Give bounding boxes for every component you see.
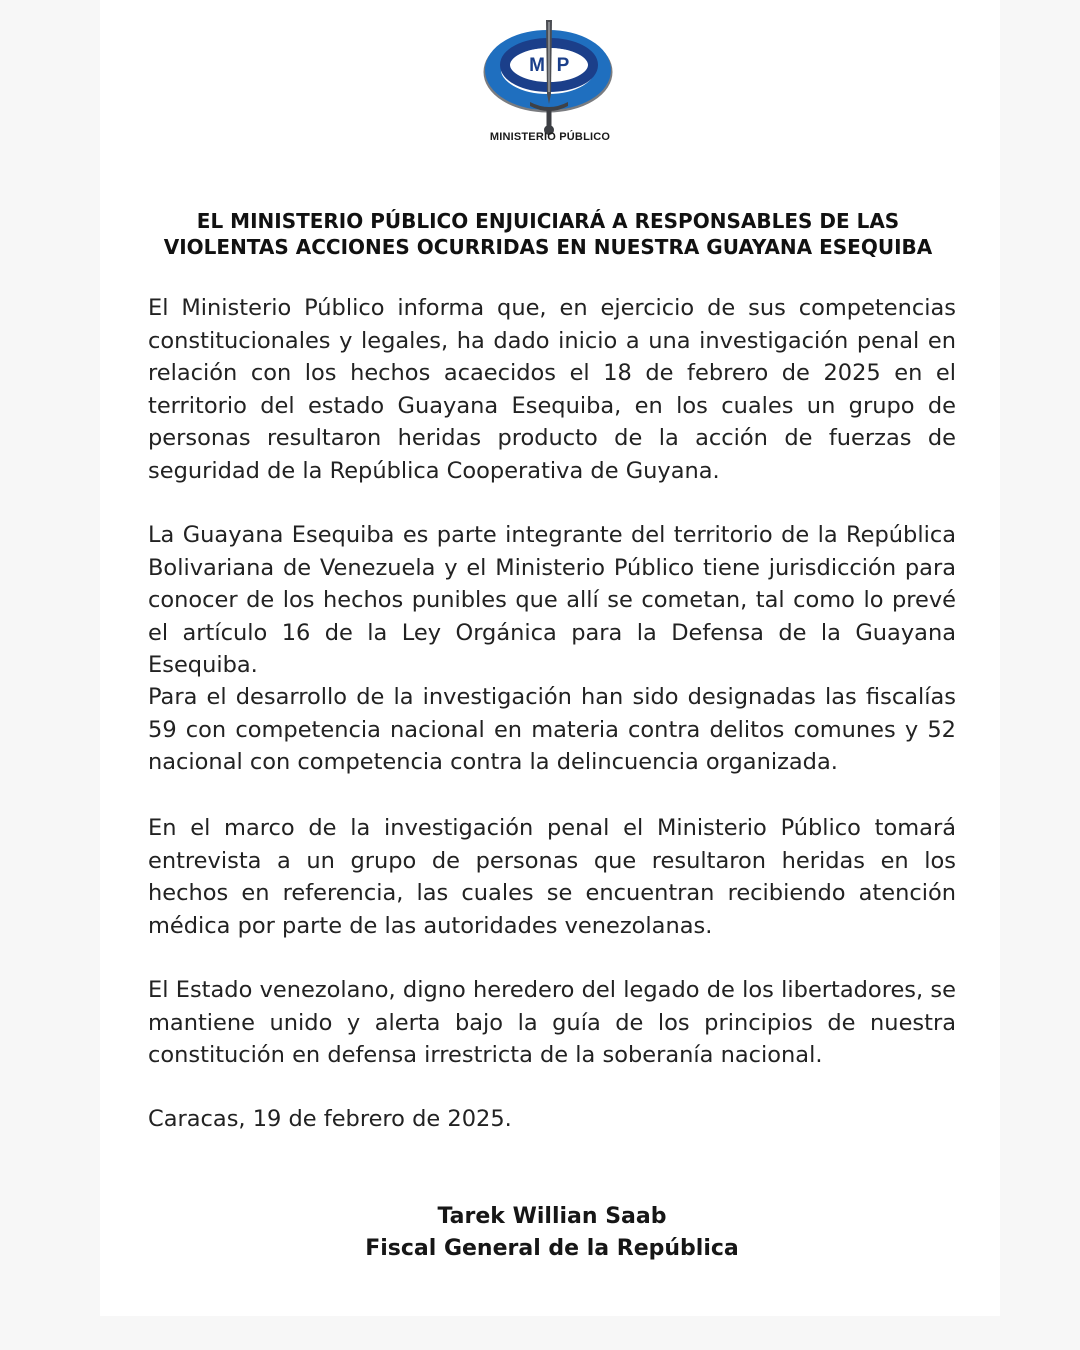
press-release-headline [120,208,976,260]
signatory-title: Fiscal General de la República [365,1236,739,1261]
paragraph-5: El Estado venezolano, digno heredero del legado de los libertadores, se mantiene unido y alerta bajo la guía de los principios de nuestra constitución en defensa irrestricta de la soberanía nacional. [148,977,956,1069]
signatory-name: Tarek Willian Saab [437,1204,667,1229]
date-line: Caracas, 19 de febrero de 2025. [148,1106,512,1132]
paragraph-1: El Ministerio Público informa que, en ejercicio de sus competencias constitucionales y legales, ha dado inicio a una investigación penal en relación con los hechos acaecidos el 18 de febrero de 2025 en el territorio del estado Guayana Esequiba, en los cuales un grupo de personas resultaron heridas producto de la acción de fuerzas de seguridad de la República Cooperativa de Guyana. [148,295,956,484]
headline-line-1: EL MINISTERIO PÚBLICO ENJUICIARÁ A RESPONSABLES DE LAS [196,209,900,233]
paragraph-3: Para el desarrollo de la investigación han sido designadas las fiscalías 59 con competencia nacional en materia contra delitos comunes y 52 nacional con competencia contra la delincuencia organizada. [148,684,956,776]
svg-text:P: P [556,55,570,76]
signature-block [300,1201,804,1265]
logo-caption: MINISTERIO PÚBLICO [489,131,611,143]
ministerio-publico-seal-icon [480,18,620,148]
svg-text:M: M [529,55,545,76]
paragraph-4: En el marco de la investigación penal el Ministerio Público tomará entrevista a un grupo de personas que resultaron heridas en los hechos en referencia, las cuales se encuentran recibiendo atención médica por parte de las autoridades venezolanas. [148,815,956,939]
paragraph-2: La Guayana Esequiba es parte integrante del territorio de la República Bolivariana de Venezuela y el Ministerio Público tiene jurisdicción para conocer de los hechos punibles que allí se cometan, tal como lo prevé el artículo 16 de la Ley Orgánica para la Defensa de la Guayana Esequiba. [148,522,956,679]
headline-line-2: VIOLENTAS ACCIONES OCURRIDAS EN NUESTRA GUAYANA ESEQUIBA [163,235,933,259]
